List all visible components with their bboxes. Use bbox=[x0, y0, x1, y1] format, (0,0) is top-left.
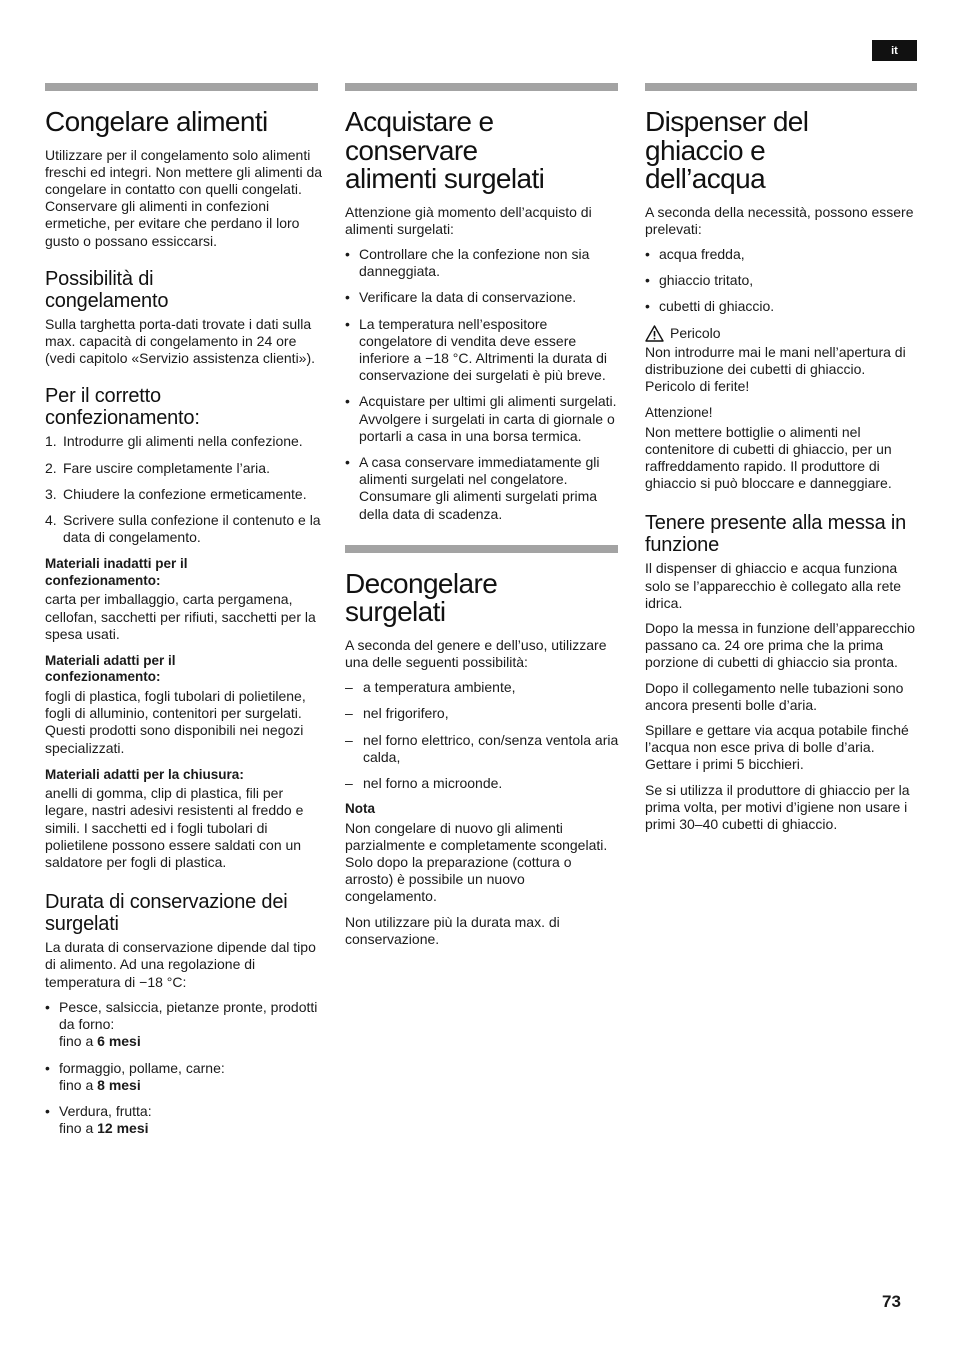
suitable-materials-label: Materiali adatti per il confezionamento: bbox=[45, 652, 176, 685]
duration-item: • Verdura, frutta: fino a 12 mesi bbox=[45, 1102, 152, 1137]
thawing-intro: A seconda del genere e dell’uso, utilizzare una delle seguenti possibilità: bbox=[345, 636, 607, 670]
freezing-intro: Utilizzare per il congelamento solo alimenti freschi ed integri. Non mettere gli alimenti da congelare in contatto con quelli congelati. Conservare gli alimenti in confezioni ermetiche, per evitare che perdano il loro gusto o possano essiccarsi. bbox=[45, 146, 323, 249]
section-title-dispenser: Dispenser del ghiaccio e dell’acqua bbox=[645, 106, 809, 194]
dispenser-option: • ghiaccio tritato, bbox=[645, 272, 754, 289]
section-bar bbox=[645, 83, 917, 91]
dispenser-option: • acqua fredda, bbox=[645, 245, 745, 262]
section-title-thawing: Decongelare surgelati bbox=[345, 567, 498, 628]
section-bar bbox=[345, 83, 618, 91]
section-bar bbox=[345, 545, 618, 553]
attention-label: Attenzione! bbox=[645, 405, 713, 421]
warning-triangle-icon bbox=[645, 325, 664, 342]
closure-materials-label: Materiali adatti per la chiusura: bbox=[45, 766, 244, 782]
packaging-step: 2. Fare uscire completamente l’aria. bbox=[45, 459, 270, 476]
closure-materials-text: anelli di gomma, clip di plastica, fili per legare, nastri adesivi resistenti al freddo e simili. I sacchetti ed i fogli tubolari di polietilene possono essere saldati con un saldatore per fogli di plastica. bbox=[45, 785, 304, 871]
dispenser-intro: A seconda della necessità, possono essere prelevati: bbox=[645, 203, 914, 237]
buying-item: • Acquistare per ultimi gli alimenti surgelati. Avvolgere i surgelati in carta di giornale o portarli a casa in una borsa termica. bbox=[345, 393, 617, 444]
column-dispenser bbox=[645, 83, 917, 841]
startup-paragraph: Dopo la messa in funzione dell’apparecchio passano ca. 24 ore prima che la prima porzione di cubetti di ghiaccio sia pronta. bbox=[645, 620, 916, 671]
storage-duration-list bbox=[45, 999, 324, 1137]
heading-packaging: Per il corretto confezionamento: bbox=[45, 385, 200, 430]
packaging-step: 4. Scrivere sulla confezione il contenuto e la data di congelamento. bbox=[45, 511, 321, 546]
section-title-buying: Acquistare e conservare alimenti surgelati bbox=[345, 106, 545, 194]
packaging-steps bbox=[45, 433, 324, 546]
thawing-options bbox=[345, 679, 619, 792]
buying-item: • Verificare la data di conservazione. bbox=[345, 289, 577, 306]
heading-storage-duration: Durata di conservazione dei surgelati bbox=[45, 891, 288, 936]
attention-text: Non mettere bottiglie o alimenti nel contenitore di cubetti di ghiaccio, per un raffreddamento rapido. Il produttore di ghiaccio si può bloccare e danneggiare. bbox=[645, 423, 892, 492]
dispenser-option: • cubetti di ghiaccio. bbox=[645, 298, 775, 315]
buying-item: • Controllare che la confezione non sia danneggiata. bbox=[345, 245, 590, 280]
danger-heading bbox=[645, 325, 917, 342]
buying-item: • La temperatura nell’espositore congelatore di vendita deve essere inferiore a −18 °C. Altrimenti la durata di conservazione dei surgelati è più breve. bbox=[345, 315, 608, 384]
language-badge: it bbox=[872, 40, 917, 61]
danger-label: Pericolo bbox=[670, 325, 721, 342]
heading-freezing-capacity: Possibilità di congelamento bbox=[45, 267, 169, 312]
column-freezing bbox=[45, 83, 324, 1146]
duration-item: • Pesce, salsiccia, pietanze pronte, prodotti da forno: fino a 6 mesi bbox=[45, 998, 318, 1050]
thawing-option: – nel frigorifero, bbox=[345, 705, 449, 722]
danger-text: Non introdurre mai le mani nell’apertura di distribuzione dei cubetti di ghiaccio. Pericolo di ferite! bbox=[645, 343, 906, 394]
suitable-materials-text: fogli di plastica, fogli tubolari di polietilene, fogli di alluminio, contenitori per surgelati. Questi prodotti sono disponibili nei negozi specializzati. bbox=[45, 687, 306, 756]
note-label: Nota bbox=[345, 801, 375, 817]
note-text-2: Non utilizzare più la durata max. di conservazione. bbox=[345, 913, 560, 947]
thawing-option: – a temperatura ambiente, bbox=[345, 679, 516, 696]
startup-paragraph: Se si utilizza il produttore di ghiaccio per la prima volta, per motivi d’igiene non usare i primi 30–40 cubetti di ghiaccio. bbox=[645, 781, 910, 833]
page-number: 73 bbox=[882, 1292, 901, 1311]
storage-duration-text: La durata di conservazione dipende dal tipo di alimento. Ad una regolazione di temperatura di −18 °C: bbox=[45, 939, 316, 990]
buying-intro: Attenzione già momento dell’acquisto di alimenti surgelati: bbox=[345, 203, 592, 237]
section-title-freezing: Congelare alimenti bbox=[45, 106, 268, 137]
startup-paragraph: Dopo il collegamento nelle tubazioni sono ancora presenti bolle d’aria. bbox=[645, 679, 904, 713]
packaging-step: 3. Chiudere la confezione ermeticamente. bbox=[45, 485, 307, 502]
unsuitable-materials-label: Materiali inadatti per il confezionamento: bbox=[45, 556, 188, 588]
duration-item: • formaggio, pollame, carne: fino a 8 mesi bbox=[45, 1059, 225, 1093]
column-buying-frozen bbox=[345, 83, 619, 956]
buying-item: • A casa conservare immediatamente gli alimenti surgelati nel congelatore. Consumare gli alimenti surgelati prima della data di scadenza. bbox=[345, 453, 600, 522]
note-text: Non congelare di nuovo gli alimenti parzialmente e completamente scongelati. Solo dopo la preparazione (cottura o arrosto) è possibile un nuovo congelamento. bbox=[345, 819, 608, 905]
thawing-option: – nel forno a microonde. bbox=[345, 774, 503, 791]
buying-list bbox=[345, 246, 619, 523]
section-bar bbox=[45, 83, 318, 91]
startup-paragraph: Spillare e gettare via acqua potabile finché l’acqua non esce priva di bolle d’aria. Gettare i primi 5 bicchieri. bbox=[645, 722, 909, 773]
packaging-step: 1. Introdurre gli alimenti nella confezione. bbox=[45, 433, 303, 450]
startup-paragraph: Il dispenser di ghiaccio e acqua funziona solo se l’apparecchio è collegato alla rete idrica. bbox=[645, 560, 902, 611]
thawing-option: – nel forno elettrico, con/senza ventola aria calda, bbox=[345, 731, 619, 765]
dispenser-options bbox=[645, 246, 917, 316]
heading-startup: Tenere presente alla messa in funzione bbox=[645, 512, 907, 557]
freezing-capacity-text: Sulla targhetta porta-dati trovate i dati sulla max. capacità di congelamento in 24 ore (vedi capitolo «Servizio assistenza clienti»). bbox=[45, 315, 316, 367]
unsuitable-materials-text: carta per imballaggio, carta pergamena, cellofan, sacchetti per rifiuti, sacchetti per la spesa usati. bbox=[45, 591, 316, 642]
